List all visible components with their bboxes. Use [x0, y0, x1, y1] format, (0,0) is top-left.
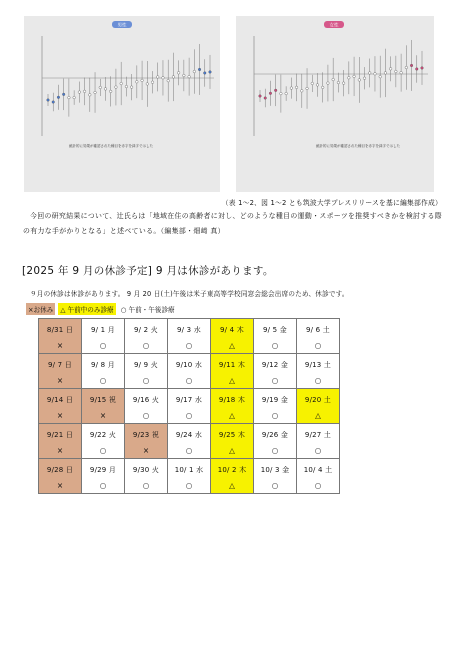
calendar-day: [125, 459, 168, 494]
calendar-day-mark: ○: [185, 376, 193, 385]
calendar-day-mark: ○: [271, 481, 279, 490]
estimate-point: [274, 89, 277, 92]
calendar-day-mark: ○: [99, 446, 107, 455]
calendar-day-date: 9/24 水: [175, 431, 203, 439]
legend-am-only: △ 午前中のみ診療: [58, 303, 115, 315]
estimate-point: [73, 96, 76, 99]
estimate-point: [311, 82, 314, 85]
calendar-day-date: 9/ 7 日: [48, 361, 72, 369]
calendar-day: [168, 354, 211, 389]
calendar-day-mark: ×: [99, 411, 107, 420]
calendar-day-date: 9/ 9 火: [134, 361, 158, 369]
calendar-day-date: 9/ 2 火: [134, 326, 158, 334]
estimate-point: [156, 76, 159, 79]
estimate-point: [209, 71, 212, 74]
calendar-day: [254, 354, 297, 389]
estimate-point: [172, 76, 175, 79]
estimate-point: [363, 77, 366, 80]
estimate-point: [89, 94, 92, 97]
calendar-day-date: 9/10 水: [175, 361, 203, 369]
calendar-day-mark: ×: [56, 376, 64, 385]
calendar-day-date: 9/30 火: [132, 466, 160, 474]
closure-notice: ９月の休診は休診があります。 9 月 20 日(土)午後は米子東高等学校同窓会総会出席のため、休診です。: [30, 290, 349, 298]
calendar-day-date: 9/21 日: [46, 431, 74, 439]
estimate-point: [353, 75, 356, 78]
calendar-day-date: 9/14 日: [46, 396, 74, 404]
calendar-day-mark: ○: [314, 376, 322, 385]
calendar-day-date: 9/27 土: [304, 431, 332, 439]
calendar-day-date: 10/ 1 水: [174, 466, 204, 474]
estimate-point: [342, 82, 345, 85]
calendar-day-mark: ○: [314, 481, 322, 490]
estimate-point: [130, 86, 133, 89]
figure-caption: （表 1〜2、図 1〜2 とも筑波大学プレスリリースを基に編集部作成）: [221, 199, 442, 207]
calendar-day-mark: ○: [185, 481, 193, 490]
calendar-day-mark: △: [229, 481, 235, 490]
estimate-point: [125, 85, 128, 88]
estimate-point: [290, 87, 293, 90]
estimate-point: [301, 90, 304, 93]
calendar-day: [168, 319, 211, 354]
estimate-point: [374, 73, 377, 76]
calendar-day-date: 9/16 火: [132, 396, 160, 404]
calendar-day-date: 9/25 木: [218, 431, 246, 439]
calendar-day-date: 9/15 祝: [89, 396, 117, 404]
calendar-day: [125, 319, 168, 354]
calendar-day-mark: ○: [99, 341, 107, 350]
calendar-day-mark: ○: [99, 376, 107, 385]
estimate-point: [264, 97, 267, 100]
calendar-day-mark: △: [229, 341, 235, 350]
estimate-point: [52, 101, 55, 104]
estimate-point: [151, 81, 154, 84]
calendar-day-mark: ○: [185, 341, 193, 350]
calendar-day-date: 9/13 土: [304, 361, 332, 369]
calendar-day-date: 10/ 3 金: [260, 466, 290, 474]
calendar-day-date: 9/12 金: [261, 361, 289, 369]
calendar-legend: [26, 303, 180, 315]
estimate-point: [285, 92, 288, 95]
figure-female: [236, 16, 434, 192]
estimate-point: [348, 76, 351, 79]
calendar-day: [211, 424, 254, 459]
calendar-day: [297, 459, 340, 494]
estimate-point: [47, 99, 50, 102]
calendar-day: [125, 389, 168, 424]
calendar-week: [39, 354, 340, 389]
calendar-day: [168, 389, 211, 424]
figure-male-image: [24, 16, 220, 192]
estimate-point: [421, 67, 424, 70]
estimate-point: [368, 72, 371, 75]
estimate-point: [280, 92, 283, 95]
calendar-day: [211, 319, 254, 354]
calendar-day-date: 9/ 8 月: [91, 361, 115, 369]
estimate-point: [269, 92, 272, 95]
calendar-day-mark: ○: [271, 341, 279, 350]
body-paragraph: 今回の研究結果について、辻氏らは「地域在住の高齢者に対し、どのような種目の運動・スポーツを推奨すべきかを検討する際の有力な手がかりとなる」と述べている。（編集部・畑﨑 真）: [23, 212, 443, 235]
calendar-day-mark: ○: [142, 411, 150, 420]
estimate-point: [203, 72, 206, 75]
calendar-day-mark: ○: [271, 446, 279, 455]
estimate-point: [120, 82, 123, 85]
calendar-day-date: 10/ 4 土: [303, 466, 333, 474]
estimate-point: [379, 75, 382, 78]
estimate-point: [389, 68, 392, 71]
calendar-day: [125, 354, 168, 389]
estimate-point: [295, 86, 298, 89]
calendar-day-mark: ○: [142, 376, 150, 385]
calendar-day: [297, 354, 340, 389]
estimate-point: [332, 78, 335, 81]
calendar-day: [168, 424, 211, 459]
estimate-point: [259, 95, 262, 98]
estimate-point: [193, 70, 196, 73]
clinic-calendar: [38, 318, 340, 494]
calendar-day: [82, 424, 125, 459]
calendar-day: [211, 389, 254, 424]
calendar-day: [82, 319, 125, 354]
calendar-week: [39, 424, 340, 459]
calendar-day: [297, 424, 340, 459]
calendar-day-date: 9/23 祝: [132, 431, 160, 439]
calendar-day-mark: △: [229, 376, 235, 385]
estimate-point: [188, 75, 191, 78]
legend-badge-male-text: 男性: [117, 23, 127, 29]
calendar-day: [82, 389, 125, 424]
calendar-day-date: 9/ 4 木: [220, 326, 244, 334]
calendar-day-date: 9/28 日: [46, 466, 74, 474]
calendar-day-date: 9/ 1 月: [91, 326, 115, 334]
calendar-day-mark: ○: [185, 411, 193, 420]
estimate-point: [83, 90, 86, 93]
estimate-point: [141, 79, 144, 82]
estimate-point: [198, 68, 201, 71]
inner-legend-female: 統計的に効果が確認された種目を赤字を緑字で示した: [316, 144, 400, 148]
calendar-day: [39, 389, 82, 424]
calendar-day-mark: ○: [142, 481, 150, 490]
calendar-day-mark: ×: [142, 446, 150, 455]
calendar-day-mark: ×: [56, 411, 64, 420]
calendar-day-date: 9/29 月: [89, 466, 117, 474]
calendar-day-date: 8/31 日: [46, 326, 74, 334]
calendar-day: [254, 319, 297, 354]
estimate-point: [146, 83, 149, 86]
calendar-day-date: 9/18 木: [218, 396, 246, 404]
calendar-day-mark: ○: [99, 481, 107, 490]
calendar-week: [39, 389, 340, 424]
estimate-point: [306, 87, 309, 90]
estimate-point: [104, 88, 107, 91]
calendar-day: [82, 459, 125, 494]
calendar-day-mark: ×: [56, 341, 64, 350]
estimate-point: [115, 86, 118, 89]
calendar-week: [39, 319, 340, 354]
calendar-day-date: 9/ 5 金: [263, 326, 287, 334]
calendar-day-date: 9/11 木: [218, 361, 246, 369]
estimate-point: [400, 71, 403, 74]
calendar-day: [297, 319, 340, 354]
calendar-day-mark: △: [229, 411, 235, 420]
calendar-day-mark: ○: [271, 411, 279, 420]
inner-legend-male: 統計的に効果が確認された種目を赤字を緑字で示した: [69, 144, 153, 148]
estimate-point: [384, 72, 387, 75]
calendar-day: [82, 354, 125, 389]
estimate-point: [395, 70, 398, 73]
calendar-day: [39, 424, 82, 459]
calendar-day-mark: △: [229, 446, 235, 455]
estimate-point: [109, 90, 112, 93]
calendar-day: [211, 459, 254, 494]
estimate-point: [358, 79, 361, 82]
estimate-point: [99, 86, 102, 89]
calendar-day: [125, 424, 168, 459]
estimate-point: [337, 81, 340, 84]
calendar-day-mark: ×: [56, 481, 64, 490]
legend-full: ○ 午前・午後診療: [120, 306, 175, 314]
section-title: [2025 年 9 月の休診予定] 9 月は休診があります。: [22, 265, 274, 277]
estimate-point: [62, 93, 65, 96]
estimate-point: [327, 82, 330, 85]
calendar-day: [39, 319, 82, 354]
estimate-point: [405, 66, 408, 69]
estimate-point: [177, 72, 180, 75]
estimate-point: [415, 68, 418, 71]
calendar-day-date: 9/20 土: [304, 396, 332, 404]
calendar-day-date: 9/17 水: [175, 396, 203, 404]
calendar-day-mark: ○: [142, 341, 150, 350]
estimate-point: [68, 96, 71, 99]
calendar-day: [39, 354, 82, 389]
calendar-day: [211, 354, 254, 389]
calendar-day-mark: △: [315, 411, 321, 420]
figure-female-image: [236, 16, 434, 192]
estimate-point: [321, 86, 324, 89]
calendar-day-date: 9/26 金: [261, 431, 289, 439]
calendar-day-mark: ×: [56, 446, 64, 455]
calendar-day-date: 10/ 2 木: [217, 466, 247, 474]
calendar-day: [39, 459, 82, 494]
estimate-point: [78, 91, 81, 94]
calendar-day: [297, 389, 340, 424]
calendar-day-mark: ○: [314, 341, 322, 350]
calendar-day-date: 9/ 3 水: [177, 326, 201, 334]
calendar-day-date: 9/19 金: [261, 396, 289, 404]
estimate-point: [136, 80, 139, 83]
calendar-day: [254, 459, 297, 494]
calendar-day-mark: ○: [185, 446, 193, 455]
legend-closed: ×お休み: [26, 303, 55, 315]
estimate-point: [183, 74, 186, 77]
calendar-week: [39, 459, 340, 494]
estimate-point: [316, 84, 319, 87]
estimate-point: [167, 79, 170, 82]
calendar-day: [254, 389, 297, 424]
calendar-day-date: 9/22 火: [89, 431, 117, 439]
legend-badge-female-text: 女性: [329, 23, 339, 29]
estimate-point: [410, 64, 413, 67]
calendar-day-mark: ○: [314, 446, 322, 455]
estimate-point: [57, 96, 60, 99]
calendar-day: [168, 459, 211, 494]
calendar-day: [254, 424, 297, 459]
figure-male: [24, 16, 220, 192]
calendar-day-date: 9/ 6 土: [306, 326, 330, 334]
estimate-point: [94, 91, 97, 94]
calendar-day-mark: ○: [271, 376, 279, 385]
estimate-point: [162, 77, 165, 80]
